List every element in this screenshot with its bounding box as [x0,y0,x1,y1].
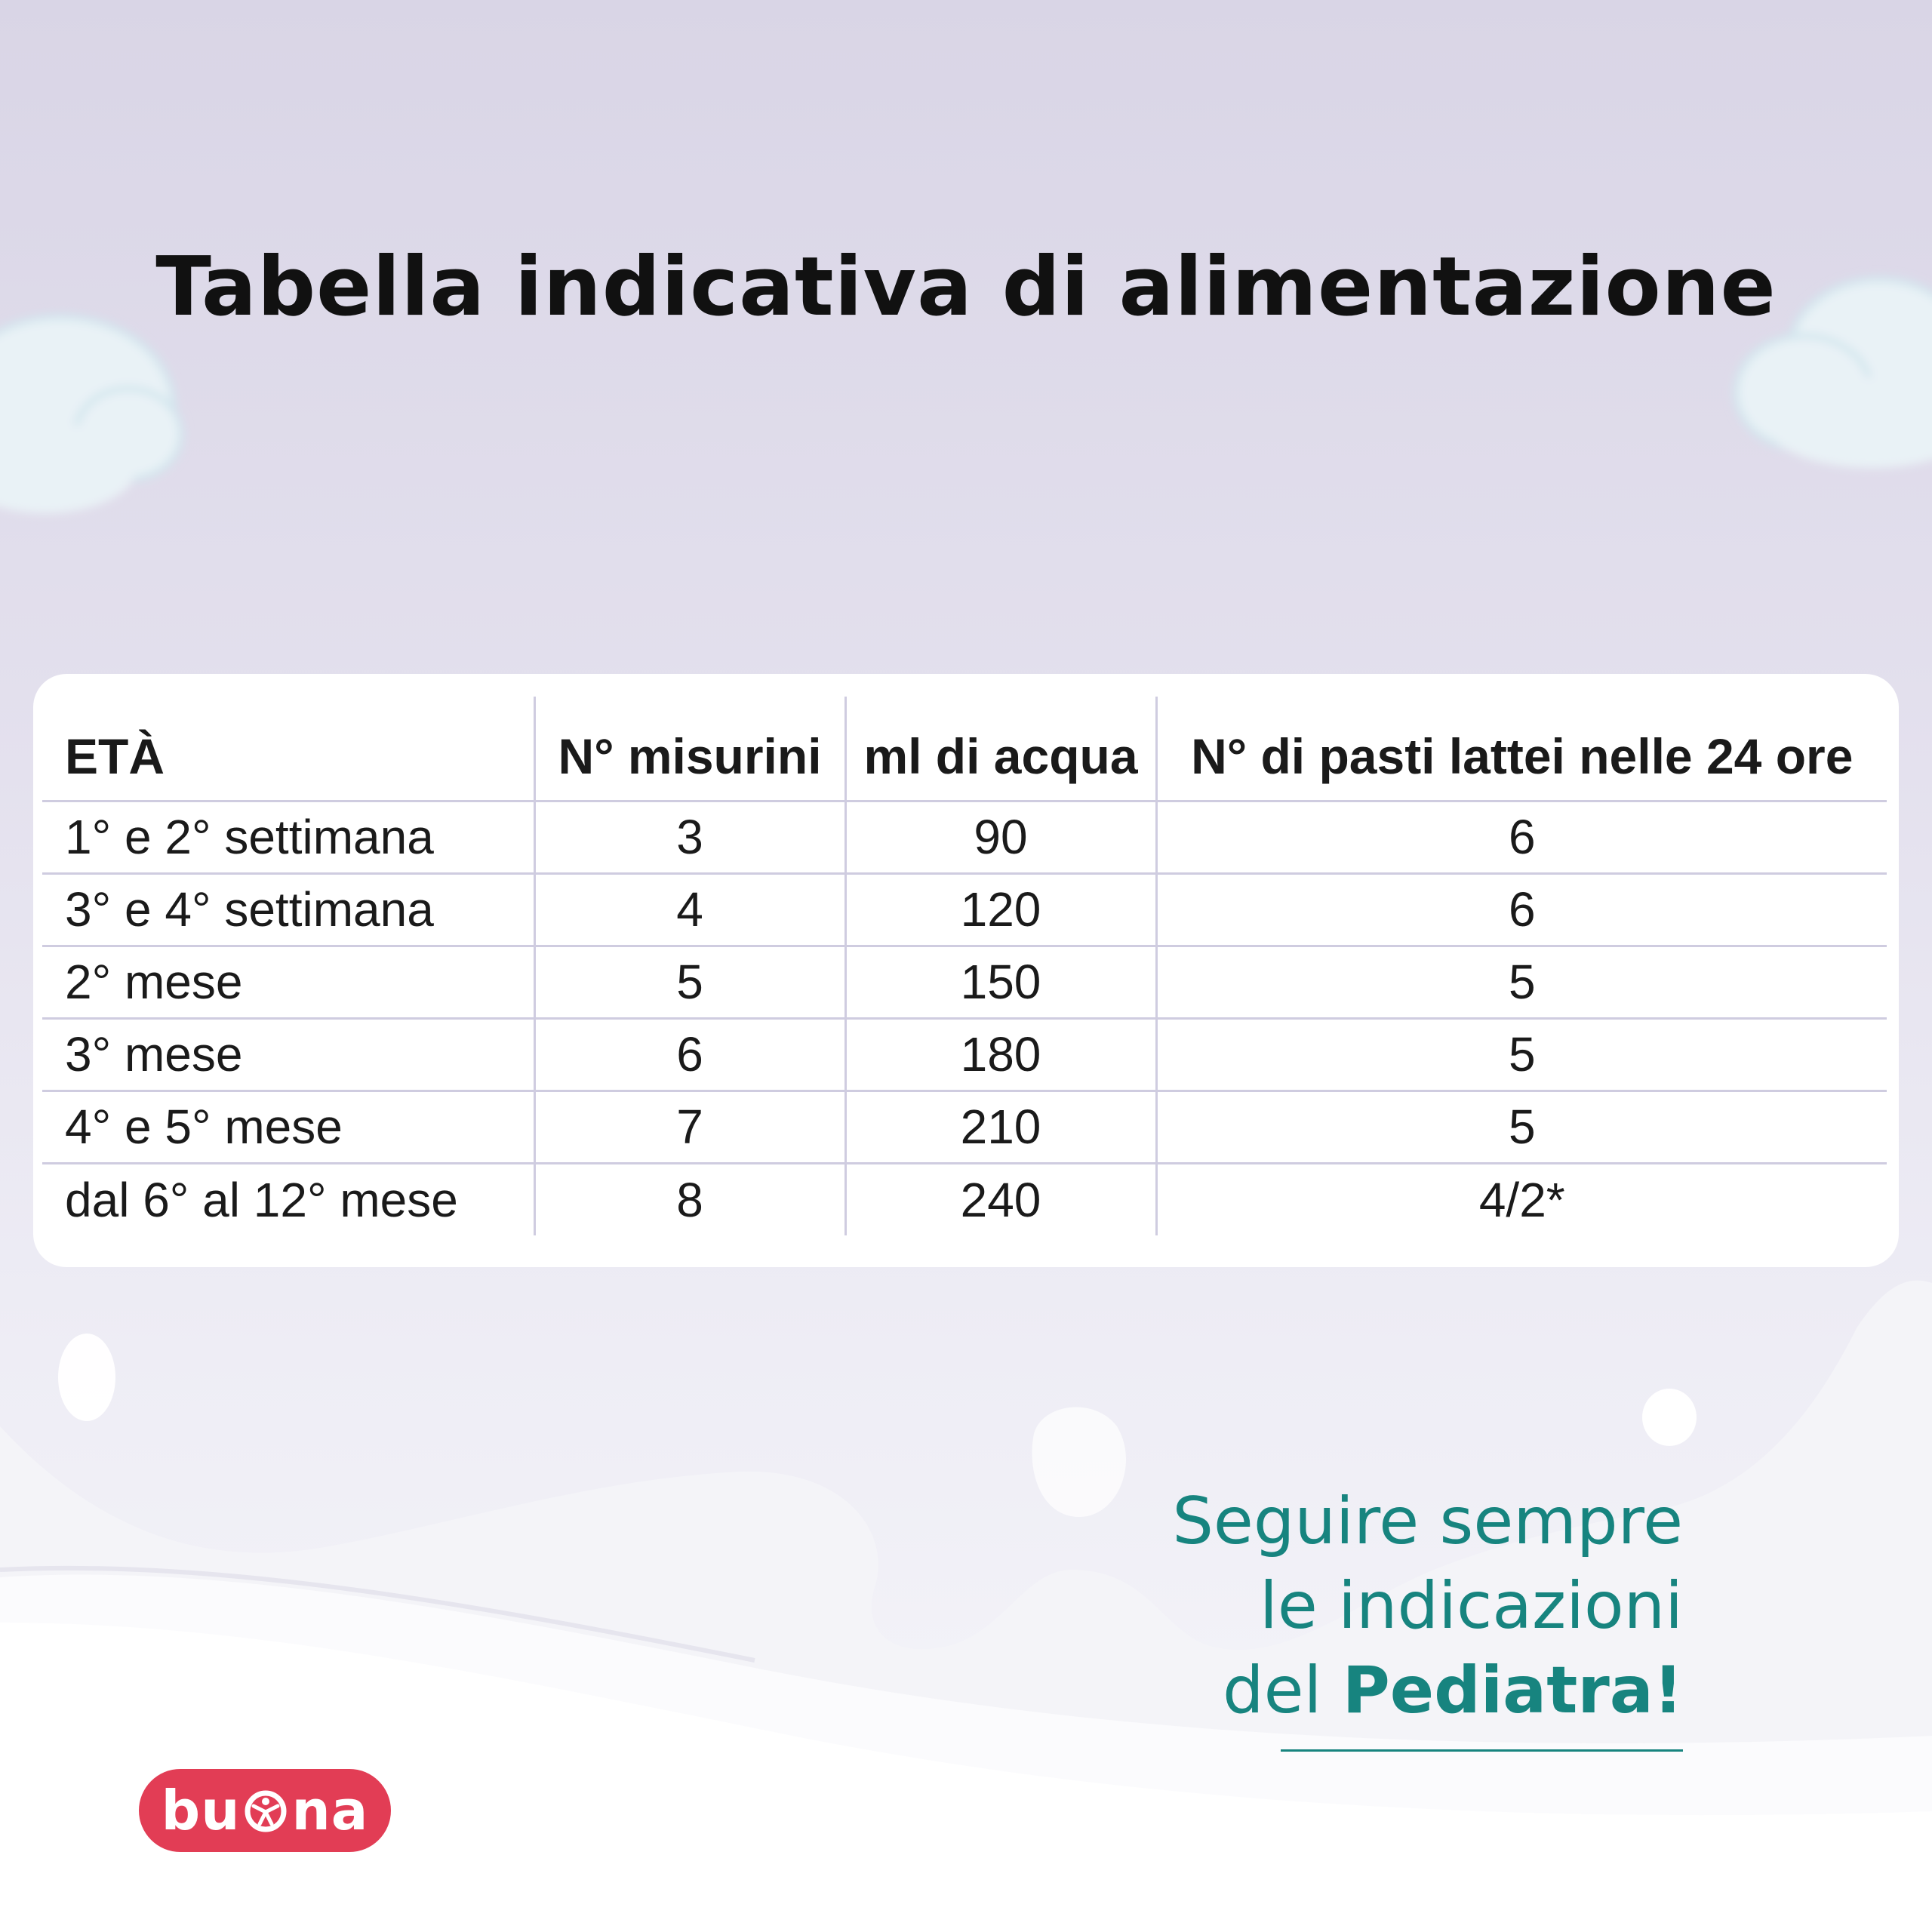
column-header-scoops: N° misurini [534,697,845,801]
cell-meals: 5 [1156,946,1887,1018]
cell-meals: 6 [1156,801,1887,873]
table-row [42,873,1887,946]
slogan-line-3 [1172,1648,1683,1733]
column-header-water-ml: ml di acqua [845,697,1156,801]
feeding-table-card [33,674,1899,1267]
cell-water-ml: 240 [845,1163,1156,1235]
column-header-meals: N° di pasti lattei nelle 24 ore [1156,697,1887,801]
slogan-underline [1281,1749,1683,1752]
cell-age: 3° mese [42,1018,534,1091]
cell-meals: 6 [1156,873,1887,946]
cell-water-ml: 180 [845,1018,1156,1091]
pediatrician-slogan [1172,1479,1683,1733]
slogan-line-1: Seguire sempre [1172,1484,1683,1559]
column-header-age: ETÀ [65,728,165,784]
table-row [42,1163,1887,1235]
cell-scoops: 3 [534,801,845,873]
cell-meals: 5 [1156,1018,1887,1091]
cell-age: 3° e 4° settimana [42,873,534,946]
slogan-line-3-prefix: del [1223,1653,1343,1728]
cell-scoops: 8 [534,1163,845,1235]
table-row [42,1018,1887,1091]
table-row [42,946,1887,1018]
buona-logo [139,1769,391,1852]
feeding-table [42,697,1887,1235]
table-header-row [42,697,1887,801]
cell-age: 1° e 2° settimana [42,801,534,873]
cell-meals: 5 [1156,1091,1887,1163]
slogan-line-2: le indicazioni [1259,1568,1683,1644]
table-row [42,1091,1887,1163]
cell-water-ml: 150 [845,946,1156,1018]
person-circle-icon [242,1786,290,1835]
page-title: Tabella indicativa di alimentazione [155,240,1777,334]
table-row [42,801,1887,873]
cell-water-ml: 210 [845,1091,1156,1163]
cell-meals: 4/2* [1156,1163,1887,1235]
cell-scoops: 4 [534,873,845,946]
slogan-line-3-bold: Pediatra! [1342,1653,1683,1728]
cell-scoops: 6 [534,1018,845,1091]
cell-age: dal 6° al 12° mese [42,1163,534,1235]
cell-water-ml: 90 [845,801,1156,873]
cell-age: 2° mese [42,946,534,1018]
logo-text-left: bu [161,1779,241,1842]
cell-water-ml: 120 [845,873,1156,946]
logo-text-right: na [291,1779,369,1842]
cell-scoops: 5 [534,946,845,1018]
cell-age: 4° e 5° mese [42,1091,534,1163]
cell-scoops: 7 [534,1091,845,1163]
cloud-left-icon [0,317,181,513]
